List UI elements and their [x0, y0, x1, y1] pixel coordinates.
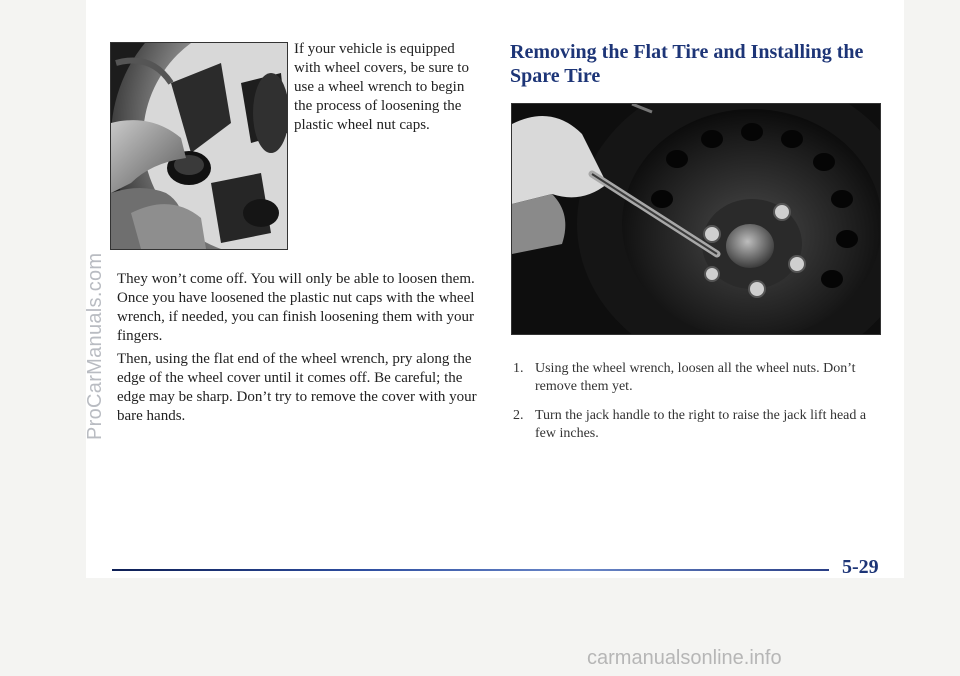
step-text: Using the wheel wrench, loosen all the wheel nuts. Don’t remove them yet. — [535, 361, 856, 394]
instruction-steps — [511, 360, 881, 454]
step-number: 1. — [513, 361, 524, 376]
bottom-watermark-link[interactable]: carmanualsonline.info — [587, 647, 782, 669]
section-heading: Removing the Flat Tire and Installing the Spare Tire — [510, 41, 864, 87]
step-item-1 — [511, 360, 881, 396]
page-number: 5-29 — [842, 556, 879, 578]
wheel-cover-illustration — [111, 43, 287, 249]
wheel-cover-photo — [110, 42, 288, 250]
wheel-nuts-photo — [511, 103, 881, 335]
step-item-2 — [511, 407, 881, 443]
wheel-nuts-illustration — [512, 104, 880, 334]
step-number: 2. — [513, 408, 524, 423]
body-paragraph-2: Then, using the flat end of the wheel wrench, pry along the edge of the wheel cover until it comes off. Be careful; the edge may be sharp. Don’t try to remove the cover with your bare hands. — [117, 351, 477, 424]
intro-text: If your vehicle is equipped with wheel covers, be sure to use a wheel wrench to begin the process of loosening the plastic wheel nut caps. — [294, 41, 469, 133]
side-watermark: ProCarManuals.com — [84, 252, 106, 440]
footer-rule — [112, 569, 829, 571]
body-paragraph-1: They won’t come off. You will only be able to loosen them. Once you have loosened the plastic nut caps with the wheel wrench, if needed, you can finish loosening them with your fingers. — [117, 271, 475, 344]
step-text: Turn the jack handle to the right to raise the jack lift head a few inches. — [535, 408, 867, 441]
